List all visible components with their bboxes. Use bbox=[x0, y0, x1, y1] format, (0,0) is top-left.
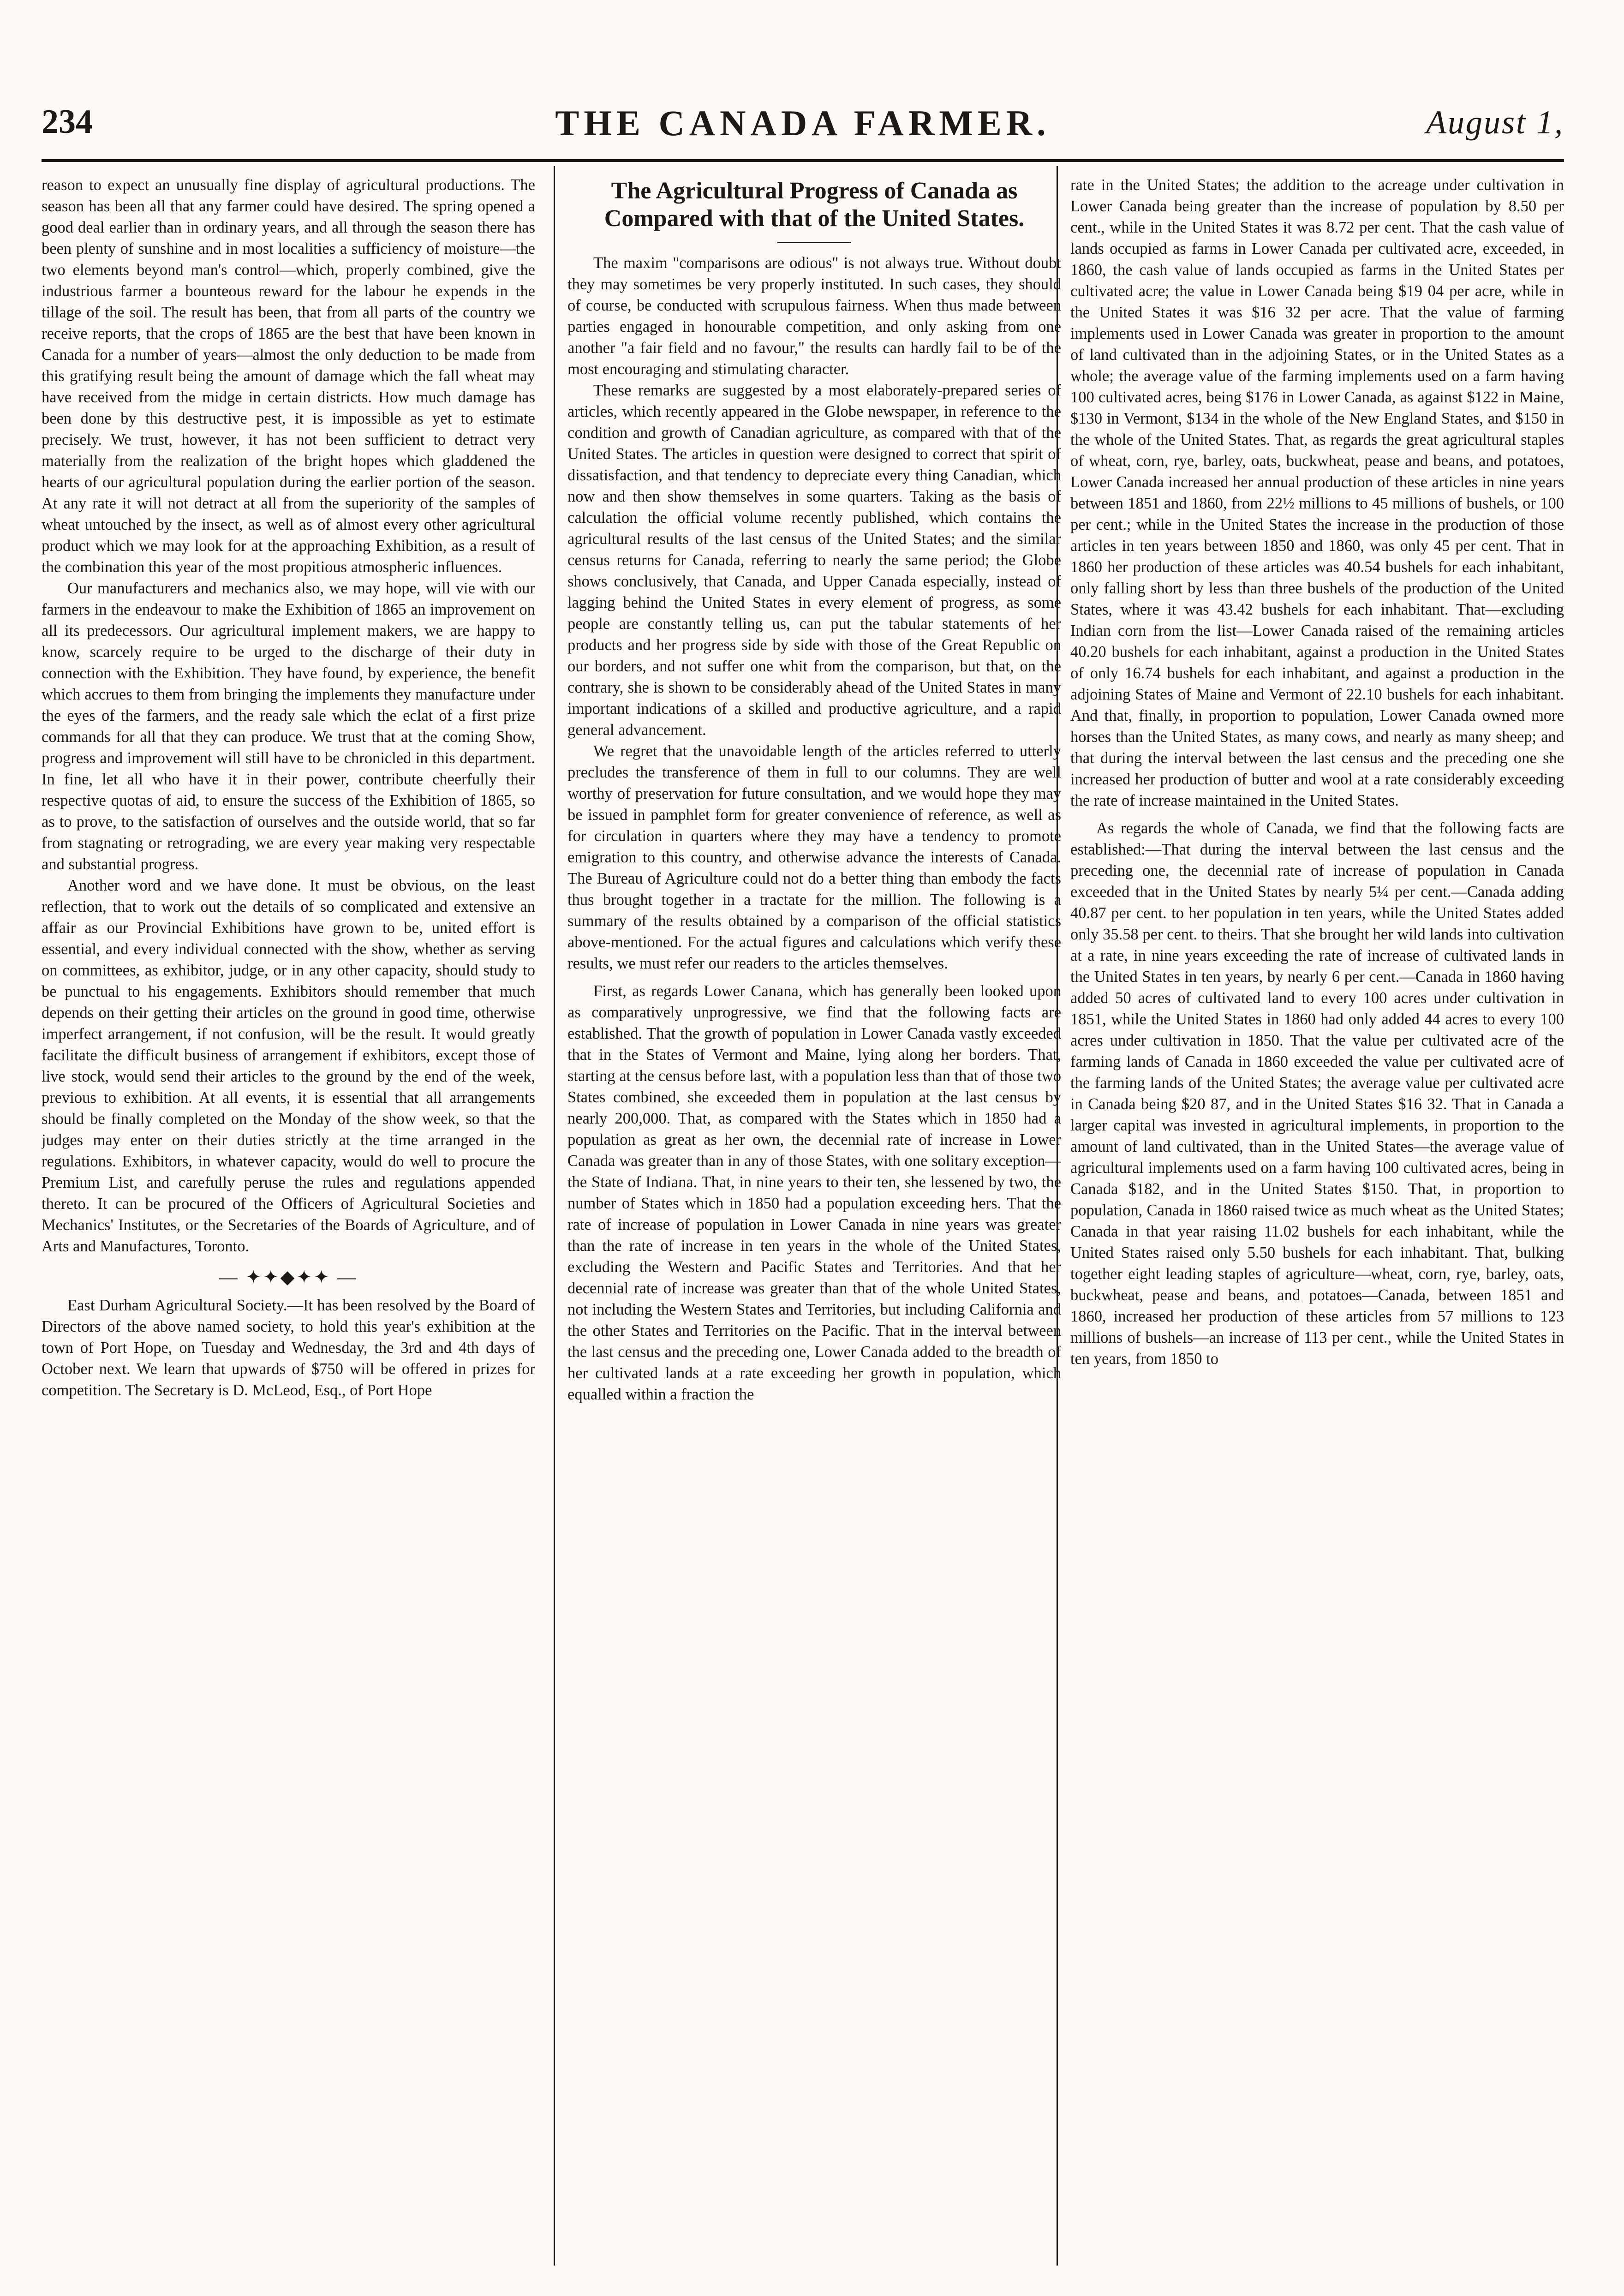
paragraph: We regret that the unavoidable length of the articles referred to utterly precludes the transference of them in full to our columns. They are well worthy of preservation for future consultation, and we would hope they may be issued in pamphlet form for greater convenience of reference, as well as for circulation in quarters where they may have a tendency to promote emigration to this country, and otherwise advance the interests of Canada. The Bureau of Agriculture could not do a better thing than embody the facts thus brought together in a tractate for the million. The following is a summary of the results obtained by a comparison of the official statistics above-mentioned. For the actual figures and calculations which verify these results, we must refer our readers to the articles themselves. bbox=[567, 742, 1061, 972]
column-left bbox=[42, 174, 535, 2269]
notice-paragraph: East Durham Agricultural Society.—It has been resolved by the Board of Directors of the above named society, to hold this year's exhibition at the town of Port Hope, on Tuesday and Wednesday, the 3rd and 4th days of October next. We learn that upwards of $750 will be offered in prizes for competition. The Secretary is D. McLeod, Esq., of Port Hope bbox=[42, 1297, 535, 1399]
page-header bbox=[42, 102, 1564, 153]
paragraph: The maxim "comparisons are odious" is not always true. Without doubt they may sometimes be very properly instituted. In such cases, they should of course, be conducted with scrupulous fairness. When thus made between parties engaged in honourable competition, and only asking from one another "a fair field and no favour," the results can hardly fail to be of the most encouraging and stimulating character. bbox=[567, 254, 1061, 378]
column-middle bbox=[567, 174, 1061, 2269]
column-divider bbox=[554, 166, 555, 2266]
paragraph: rate in the United States; the addition to the acreage under cultivation in Lower Canada being greater than the increase of population by 8.50 per cent., while in the United States it was 8.72 per cent. That the cash value of lands occupied as farms in Lower Canada per cultivated acre, exceeded, in 1860, the cash value of lands occupied as farms in the United States per cultivated acre; the value in Lower Canada being $19 04 per acre, while in the United States it was $16 32 per acre. That the value of farming implements used in Lower Canada was greater in proportion to the amount of land cultivated than in the adjoining States, or in the United States as a whole; the average value of the farming implements used on a farm having 100 cultivated acres, being $176 in Lower Canada, as against $122 in Maine, $130 in Vermont, $134 in the whole of the New England States, and $150 in the whole of the United States. That, as regards the great agricultural staples of wheat, corn, rye, barley, oats, buckwheat, pease and beans, and potatoes, Lower Canada increased her annual production of these articles in nine years between 1851 and 1860, from 22½ millions to 45 millions of bushels, or 100 per cent.; while in the United States the increase in the production of those articles in ten years between 1850 and 1860, was only 45 per cent. That in 1860 her production of these articles was 40.54 bushels for each inhabitant, only falling short by less than three bushels of the production of the United States, where it was 43.42 bushels for each inhabitant. That—excluding Indian corn from the list—Lower Canada raised of the remaining articles 40.20 bushels for each inhabitant, against a production in the United States of only 16.74 bushels for each inhabitant, and against a production in the adjoining States of Maine and Vermont of 22.10 bushels for each inhabitant. And that, finally, in proportion to population, Lower Canada owned more horses than the United States, as many cows, and nearly as many sheep; and that during the interval between the last census and the preceding one she increased her production of butter and wool at a rate considerably exceeding the rate of increase maintained in the United States. bbox=[1070, 176, 1564, 809]
paragraph: reason to expect an unusually fine display of agricultural productions. The season has been all that any farmer could have desired. The spring opened a good deal earlier than in ordinary years, and all through the season there has been plenty of sunshine and in most localities a sufficiency of moisture—the two elements beyond man's control—which, properly combined, give the industrious farmer a bounteous reward for the labour he expends in the tillage of the soil. The result has been, that from all parts of the country we receive reports, that the crops of 1865 are the best that have been known in Canada for a number of years—almost the only deduction to be made from this gratifying result being the amount of damage which the fall wheat may have received from the midge in certain districts. How much damage has been done by this destructive pest, it is impossible as yet to estimate precisely. We trust, however, it has not been sufficient to detract very materially from the realization of the bright hopes which gladdened the hearts of our agricultural population during the earlier portion of the season. At any rate it will not detract at all from the superiority of the samples of wheat untouched by the insect, as well as of almost every other agricultural product which we may look for at the approaching Exhibition, as a result of the combination this year of the most propitious atmospheric influences. bbox=[42, 176, 535, 576]
paragraph: Another word and we have done. It must be obvious, on the least reflection, that to work out the details of so complicated and extensive an affair as our Provincial Exhibitions have grown to be, united effort is essential, and every individual connected with the show, whether as serving on committees, as exhibitor, judge, or in any other capacity, should study to be punctual to his engagements. Exhibitors should remember that much depends on their getting their articles on the ground in good time, otherwise imperfect arrangement, if not confusion, will be the result. It would greatly facilitate the difficult business of arrangement if exhibitors, except those of live stock, would send their articles to the ground by the end of the week, previous to exhibition. At all events, it is essential that all arrangements should be finally completed on the Monday of the show week, so that the judges may enter on their duties strictly at the time arranged in the regulations. Exhibitors, in whatever capacity, would do well to procure the Premium List, and carefully peruse the rules and regulations appended thereto. It can be procured of the Officers of Agricultural Societies and Mechanics' Institutes, or the Secretaries of the Boards of Agriculture, and of Arts and Manufactures, Toronto. bbox=[42, 877, 535, 1255]
masthead-title: THE CANADA FARMER. bbox=[555, 103, 1051, 143]
paragraph: These remarks are suggested by a most elaborately-prepared series of articles, which recently appeared in the Globe newspaper, in reference to the condition and growth of Canadian agriculture, as compared with that of the United States. The articles in question were designed to correct that spirit of dissatisfaction, and that tendency to depreciate every thing Canadian, which now and then show themselves in some quarters. Taking as the basis of calculation the official volume recently published, which contains the agricultural results of the last census of the United States; and the similar census returns for Canada, referring to nearly the same period; the Globe shows conclusively, that Canada, and Upper Canada especially, instead of lagging behind the United States in every element of progress, as some people are constantly telling us, can put the tabular statements of her products and her progress side by side with those of the Great Republic on our borders, and not suffer one whit from the comparison, but that, on the contrary, she is shown to be considerably ahead of the United States in many important indications of a skilled and productive agriculture, and a rapid general advancement. bbox=[567, 382, 1061, 739]
paragraph: Our manufacturers and mechanics also, we may hope, will vie with our farmers in the endeavour to make the Exhibition of 1865 an improvement on all its predecessors. Our agricultural implement makers, we are happy to know, scarcely require to be urged to the discharge of their duty in connection with the Exhibition. They have found, by experience, the benefit which accrues to them from bringing the implements they manufacture under the eyes of the farmers, and the ready sale which the eclat of a first prize commands for all that they can produce. We trust that at the coming Show, progress and improvement will still have to be chronicled in this department. In fine, let all who have it in their power, contribute cheerfully their respective quotas of aid, to ensure the success of the Exhibition of 1865, so as to prove, to the satisfaction of ourselves and the outside world, that so far from stagnating or retrograding, we are every year making very respectable and substantial progress. bbox=[42, 580, 535, 873]
paragraph: As regards the whole of Canada, we find that the following facts are established:—That during the interval between the last census and the preceding one, the decennial rate of increase of population in Canada exceeded that in the United States by nearly 5¼ per cent.—Canada adding 40.87 per cent. to her population in ten years, while the United States added only 35.58 per cent. to theirs. That she brought her wild lands into cultivation at a rate, in nine years exceeding the rate of increase of cultivated lands in the United States in ten years, by nearly 6 per cent.—Canada in 1860 having added 50 acres of cultivated land to every 100 acres under cultivation in 1851, while the United States in 1860 had only added 44 acres to every 100 acres under cultivation in 1850. That the value per cultivated acre of the farming lands of Canada in 1860 exceeded the value per cultivated acre of the farming lands of the United States; the average value per cultivated acre in Canada being $20 87, and in the United States $16 32. That in Canada a larger capital was invested in agricultural implements, in proportion to the amount of land cultivated, than in the United States—the average value of agricultural implements used on a farm having 100 cultivated acres, being in Canada $182, and in the United States $150. That, in proportion to population, Canada in 1860 raised twice as much wheat as the United States; Canada in that year raising 11.02 bushels for each inhabitant, while the United States raised only 5.50 bushels for each inhabitant. That, bulking together eight leading staples of agriculture—wheat, corn, rye, barley, oats, buckwheat, pease and beans, and potatoes—Canada, between 1851 and 1860, increased her production of these articles from 57 millions to 123 millions of bushels—an increase of 113 per cent., while the United States in ten years, from 1850 to bbox=[1070, 819, 1564, 1368]
section-ornament: — ✦✦◆✦✦ — bbox=[219, 1267, 358, 1287]
paragraph: First, as regards Lower Canana, which has generally been looked upon as comparatively unprogressive, we find that the following facts are established. That the growth of population in Lower Canada vastly exceeded that in the States of Vermont and Maine, lying along her borders. That, starting at the census before last, with a population less than that of those two States combined, she exceeded them in population at the last census by nearly 200,000. That, as compared with the States which in 1850 had a population as great as her own, the decennial rate of increase in Lower Canada was greater than in any of those States, with one solitary exception—the State of Indiana. That, in nine years to their ten, she lessened by two, the number of States which in 1850 had a population exceeding hers. That the rate of increase of population in Lower Canada in nine years was greater than the rate of increase in ten years in the whole of the United States, excluding the Western and Pacific States and Territories. And that her decennial rate of increase was greater than that of the whole United States, not including the Western States and Territories, but including California and the other States and Territories on the Pacific. That in the interval between the last census and the preceding one, Lower Canada added to the breadth of her cultivated lands at a rate exceeding her growth in population, which equalled within a fraction the bbox=[567, 982, 1061, 1403]
column-right bbox=[1070, 174, 1564, 2269]
article-title: The Agricultural Progress of Canada as Compared with that of the United States. bbox=[604, 178, 1025, 232]
header-rule bbox=[42, 159, 1564, 162]
issue-date: August 1, bbox=[1426, 104, 1564, 141]
title-rule bbox=[777, 242, 851, 243]
page-number: 234 bbox=[42, 103, 93, 141]
